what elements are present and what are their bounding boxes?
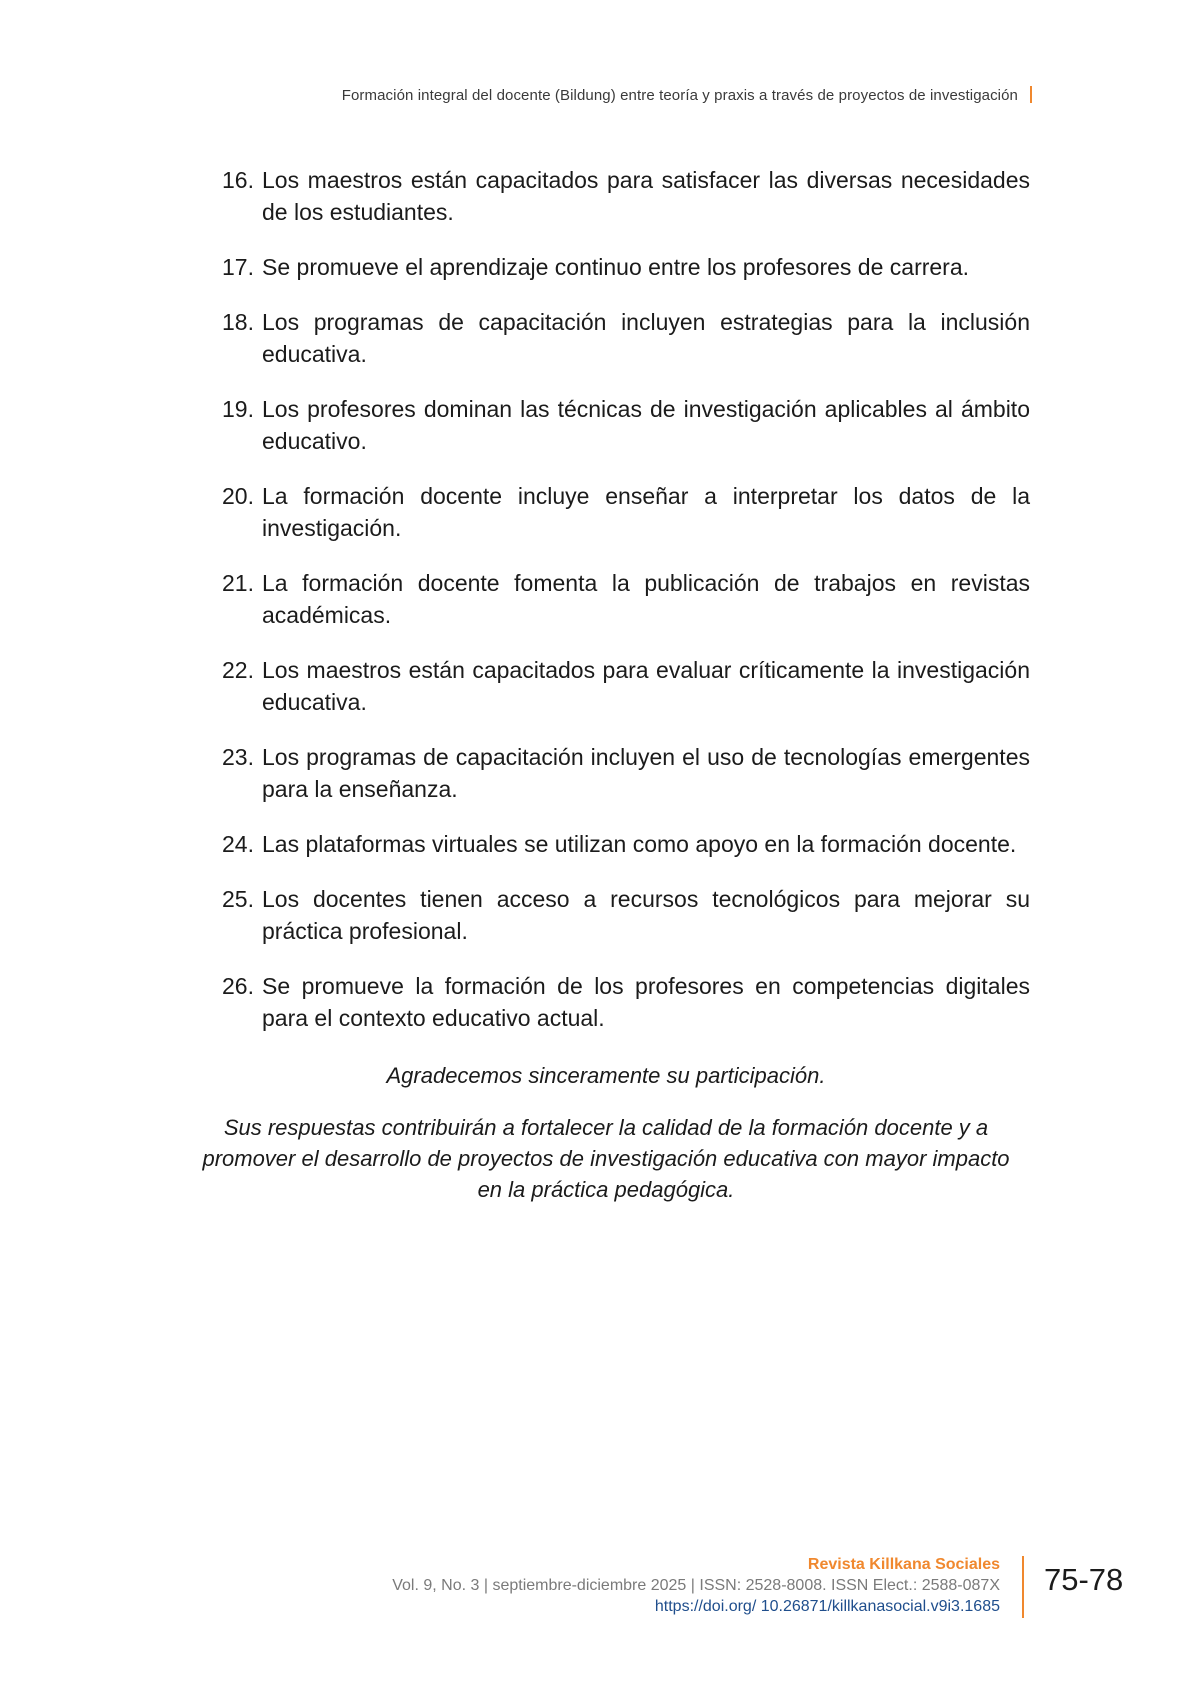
closing-outro: Sus respuestas contribuirán a fortalecer la calidad de la formación docente y a promover el desarrollo de proyectos de investigación educativa con mayor impacto en la práctica pedagógica.	[202, 1115, 1010, 1202]
item-text: La formación docente incluye enseñar a interpretar los datos de la investigación.	[262, 483, 1030, 541]
page-range: 75-78	[1044, 1562, 1124, 1597]
item-number: 23.	[222, 744, 254, 770]
item-number: 18.	[222, 309, 254, 335]
list-item	[222, 251, 1030, 283]
item-number: 17.	[222, 254, 254, 280]
list-item	[222, 393, 1030, 457]
item-number: 22.	[222, 657, 254, 683]
item-number: 25.	[222, 886, 254, 912]
footer-divider	[1022, 1556, 1024, 1618]
item-number: 26.	[222, 973, 254, 999]
journal-name: Revista Killkana Sociales	[807, 1556, 1000, 1573]
item-number: 19.	[222, 396, 254, 422]
item-text: Los maestros están capacitados para evaluar críticamente la investigación educativa.	[262, 657, 1030, 715]
questionnaire-items	[222, 164, 1030, 1057]
item-number: 21.	[222, 570, 254, 596]
item-text: Los docentes tienen acceso a recursos tecnológicos para mejorar su práctica profesional.	[262, 886, 1030, 944]
list-item	[222, 164, 1030, 228]
header-divider	[1030, 86, 1032, 103]
item-text: Los maestros están capacitados para satisfacer las diversas necesidades de los estudiantes.	[262, 167, 1030, 225]
item-number: 20.	[222, 483, 254, 509]
running-header	[0, 86, 1032, 104]
issue-metadata: Vol. 9, No. 3 | septiembre-diciembre 2025 | ISSN: 2528-8008. ISSN Elect.: 2588-087X	[392, 1577, 1000, 1594]
item-text: Se promueve la formación de los profesores en competencias digitales para el contexto educativo actual.	[262, 973, 1030, 1031]
list-item	[222, 883, 1030, 947]
list-item	[222, 654, 1030, 718]
list-item	[222, 970, 1030, 1034]
item-text: Los programas de capacitación incluyen el uso de tecnologías emergentes para la enseñanza.	[262, 744, 1030, 802]
closing-thanks: Agradecemos sinceramente su participación.	[386, 1063, 826, 1088]
item-text: La formación docente fomenta la publicación de trabajos en revistas académicas.	[262, 570, 1030, 628]
item-text: Los profesores dominan las técnicas de investigación aplicables al ámbito educativo.	[262, 396, 1030, 454]
list-item	[222, 741, 1030, 805]
item-text: Las plataformas virtuales se utilizan como apoyo en la formación docente.	[262, 831, 1017, 857]
list-item	[222, 306, 1030, 370]
doi-link[interactable]: https://doi.org/ 10.26871/killkanasocial.v9i3.1685	[654, 1598, 1000, 1615]
list-item	[222, 567, 1030, 631]
item-text: Se promueve el aprendizaje continuo entre los profesores de carrera.	[262, 254, 970, 280]
running-title: Formación integral del docente (Bildung) entre teoría y praxis a través de proyectos de investigación	[341, 87, 1018, 104]
list-item	[222, 828, 1030, 860]
page-footer	[0, 1554, 1000, 1617]
item-number: 24.	[222, 831, 254, 857]
item-number: 16.	[222, 167, 254, 193]
item-text: Los programas de capacitación incluyen estrategias para la inclusión educativa.	[262, 309, 1030, 367]
list-item	[222, 480, 1030, 544]
